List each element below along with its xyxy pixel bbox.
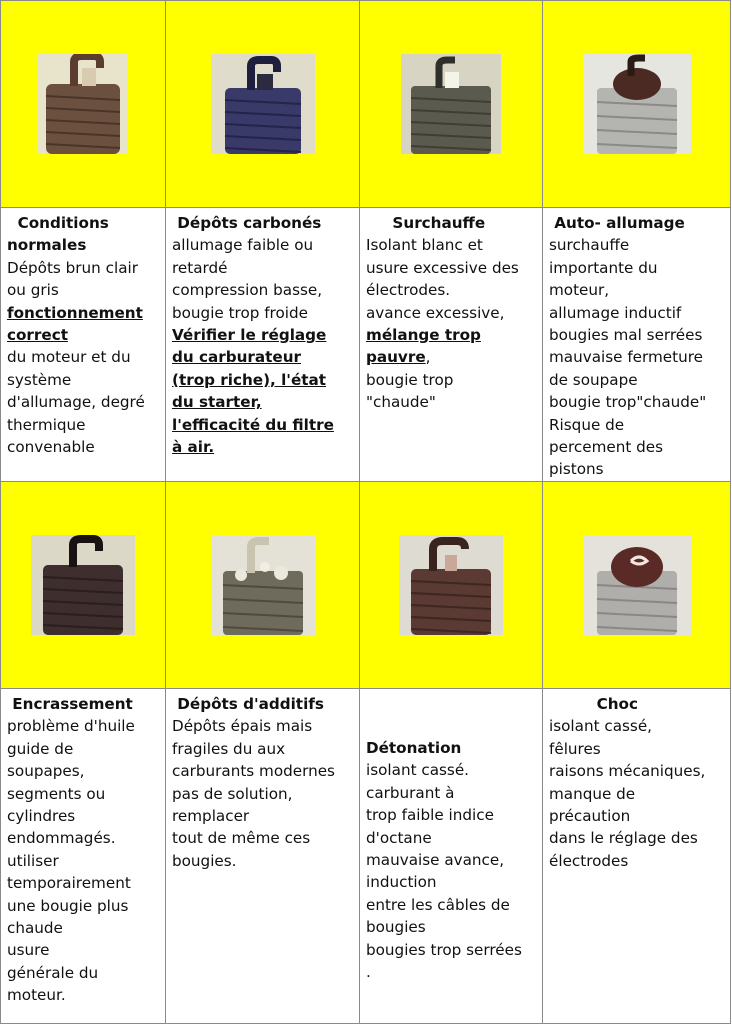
emphasis-line: à air. — [172, 438, 215, 457]
plug-photo-fouling-cell — [1, 481, 166, 688]
text-line: précaution — [549, 806, 631, 825]
cell-title: Dépôts carbonés — [172, 214, 322, 232]
text-line: d'allumage, degré — [7, 393, 145, 412]
cell-detonation — [360, 688, 543, 1023]
text-line: Dépôts brun clair — [7, 258, 138, 277]
spark-plug-normal-photo — [38, 54, 128, 154]
text-line: problème d'huile — [7, 717, 135, 736]
text-line: manque de — [549, 784, 636, 803]
plug-photo-additive-cell — [166, 481, 360, 688]
spark-plug-additive-photo — [211, 535, 315, 635]
text-line: moteur, — [549, 281, 610, 300]
text-line: utiliser — [7, 851, 59, 870]
text-line: dans le réglage des — [549, 829, 698, 848]
cell-additive-deposits — [166, 688, 360, 1023]
text-line: isolant cassé, — [549, 717, 653, 736]
cell-carbon-deposits — [166, 208, 360, 482]
text-line: générale du — [7, 963, 99, 982]
text-line: bougies trop serrées — [366, 940, 522, 959]
text-line: importante du — [549, 258, 658, 277]
text-line: bougies mal serrées — [549, 326, 703, 345]
text-line: de soupape — [549, 370, 638, 389]
text-line: système — [7, 370, 72, 389]
text-row-1 — [1, 208, 731, 482]
text-line: tout de même ces — [172, 829, 311, 848]
text-line: temporairement — [7, 874, 131, 893]
text-line: carburant à — [366, 783, 455, 802]
text-line: bougie trop"chaude" — [549, 393, 707, 412]
text-line: surchauffe — [549, 236, 630, 255]
text-line: d'octane — [366, 828, 432, 847]
emphasis-line: (trop riche), l'état — [172, 370, 327, 389]
cell-title: Auto- allumage — [549, 214, 685, 232]
text-line: Dépôts épais mais — [172, 717, 313, 736]
cell-fouling — [1, 688, 166, 1023]
text-line: moteur. — [7, 986, 66, 1005]
text-line: endommagés. — [7, 829, 116, 848]
text-line: percement des — [549, 438, 664, 457]
text-line: pas de solution, — [172, 784, 293, 803]
cell-title: Détonation — [366, 738, 462, 757]
plug-photo-detonation-cell — [360, 481, 543, 688]
plug-photo-preignition-cell — [543, 1, 731, 208]
cell-pre-ignition — [543, 208, 731, 482]
spark-plug-fouling-photo — [31, 535, 135, 635]
text-line: . — [366, 962, 371, 981]
text-line: induction — [366, 873, 437, 892]
text-line: ou gris — [7, 281, 59, 300]
text-line: bougie trop froide — [172, 303, 308, 322]
text-line: une bougie plus — [7, 896, 129, 915]
plug-photo-carbon-cell — [166, 1, 360, 208]
cell-title: Dépôts d'additifs — [172, 694, 324, 713]
text-line: fragiles du aux — [172, 739, 286, 758]
plug-photo-normal-cell — [1, 1, 166, 208]
cell-shock — [543, 688, 731, 1023]
text-line: convenable — [7, 438, 95, 457]
emphasis-line: Vérifier le réglage — [172, 326, 327, 345]
text-line: cylindres — [7, 806, 76, 825]
plug-photo-overheat-cell — [360, 1, 543, 208]
image-row-1 — [1, 1, 731, 208]
plug-photo-shock-cell — [543, 481, 731, 688]
emphasis-line: mélange trop — [366, 326, 481, 345]
text-row-2 — [1, 688, 731, 1023]
text-line: "chaude" — [366, 393, 436, 412]
text-line: mauvaise fermeture — [549, 348, 703, 367]
text-line: Isolant blanc et — [366, 236, 483, 255]
cell-title: Conditions normales — [7, 214, 109, 255]
text-line: du moteur et du — [7, 348, 131, 367]
text-line: segments ou — [7, 784, 106, 803]
emphasis-line: correct — [7, 326, 68, 345]
text-line: pistons — [549, 460, 604, 479]
text-line: électrodes. — [366, 281, 451, 300]
spark-plug-preignition-photo — [583, 54, 691, 154]
text-line: bougies. — [172, 851, 237, 870]
spark-plug-shock-photo — [583, 535, 691, 635]
text-line: chaude — [7, 918, 63, 937]
punctuation: , — [425, 348, 431, 367]
text-line: entre les câbles de — [366, 895, 510, 914]
emphasis-line: fonctionnement — [7, 303, 143, 322]
text-line: usure — [7, 941, 50, 960]
spark-plug-detonation-photo — [399, 535, 503, 635]
text-line: bougie trop — [366, 370, 454, 389]
cell-title: Choc — [549, 694, 638, 713]
text-line: mauvaise avance, — [366, 850, 505, 869]
text-line: carburants modernes — [172, 762, 335, 781]
emphasis-line: du carburateur — [172, 348, 301, 367]
image-row-2 — [1, 481, 731, 688]
text-line: avance excessive, — [366, 303, 505, 322]
text-line: guide de — [7, 739, 74, 758]
text-line: compression basse, — [172, 281, 323, 300]
emphasis-line: l'efficacité du filtre — [172, 415, 334, 434]
cell-normal-conditions — [1, 208, 166, 482]
text-line: allumage faible ou — [172, 236, 314, 255]
emphasis-line: pauvre — [366, 348, 426, 367]
text-line: électrodes — [549, 851, 629, 870]
spark-plug-carbon-photo — [211, 54, 315, 154]
text-line: trop faible indice — [366, 806, 494, 825]
text-line: bougies — [366, 918, 426, 937]
text-line: raisons mécaniques, — [549, 762, 706, 781]
cell-overheating — [360, 208, 543, 482]
text-line: fêlures — [549, 739, 601, 758]
text-line: allumage inductif — [549, 303, 682, 322]
cell-title: Encrassement — [7, 694, 133, 713]
text-line: isolant cassé. — [366, 761, 470, 780]
text-line: remplacer — [172, 806, 250, 825]
text-line: soupapes, — [7, 762, 85, 781]
text-line: retardé — [172, 258, 228, 277]
text-line: Risque de — [549, 415, 625, 434]
text-line: usure excessive des — [366, 258, 519, 277]
cell-title: Surchauffe — [366, 214, 486, 232]
text-line: thermique — [7, 415, 86, 434]
spark-plug-overheat-photo — [401, 54, 501, 154]
emphasis-line: du starter, — [172, 393, 262, 412]
